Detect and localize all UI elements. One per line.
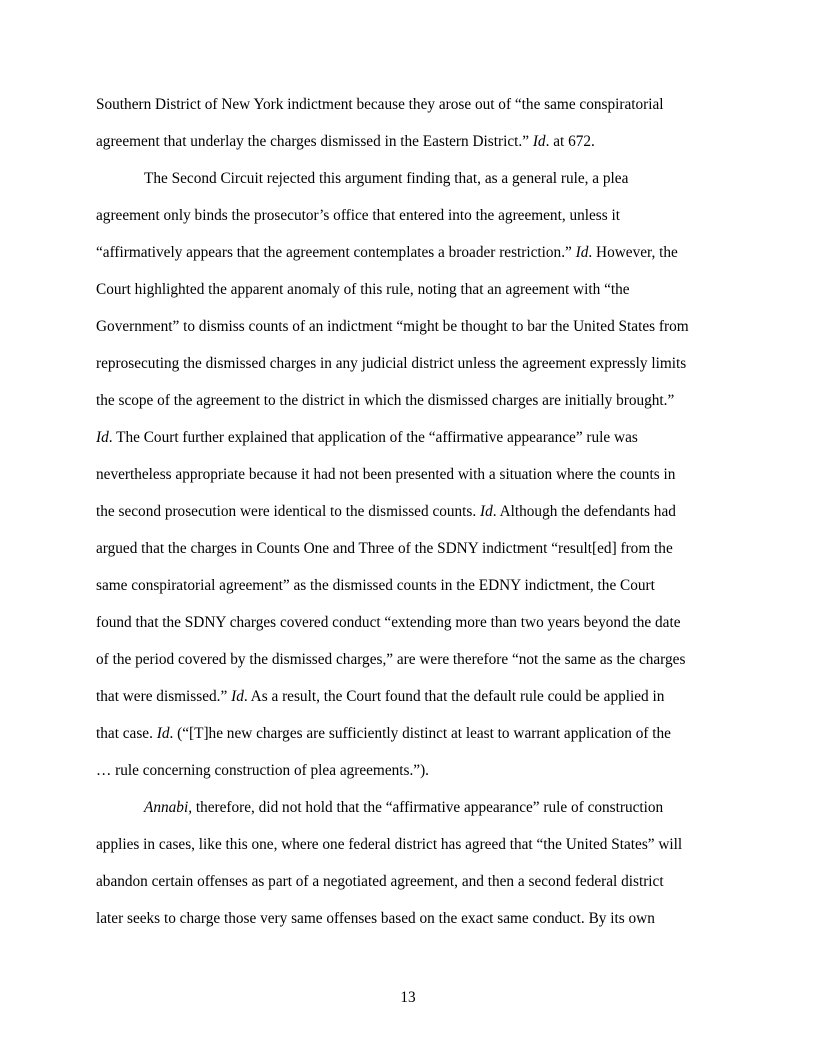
body-line-11: nevertheless appropriate because it had not been presented with a situation where the counts in (96, 466, 676, 483)
body-line-7: Government” to dismiss counts of an indictment “might be thought to bar the United States from (96, 318, 689, 335)
body-line-23: later seeks to charge those very same offenses based on the exact same conduct. By its own (96, 910, 655, 927)
citation-italic: Id (96, 429, 109, 446)
body-line-10: Id. The Court further explained that application of the “affirmative appearance” rule was (96, 429, 638, 446)
body-line-15: found that the SDNY charges covered conduct “extending more than two years beyond the date (96, 614, 681, 631)
body-line-12: the second prosecution were identical to the dismissed counts. Id. Although the defendants had (96, 503, 676, 520)
body-line-20: Annabi, therefore, did not hold that the “affirmative appearance” rule of construction (144, 799, 664, 816)
body-line-6: Court highlighted the apparent anomaly of this rule, noting that an agreement with “the (96, 281, 630, 298)
body-line-4: agreement only binds the prosecutor’s office that entered into the agreement, unless it (96, 207, 621, 224)
citation-italic: Id (156, 725, 170, 742)
body-line-2: agreement that underlay the charges dismissed in the Eastern District.” Id. at 672. (96, 133, 595, 150)
citation-italic: Id (532, 133, 546, 150)
body-line-8: reprosecuting the dismissed charges in any judicial district unless the agreement expressly limits (96, 355, 687, 372)
body-line-16: of the period covered by the dismissed charges,” are were therefore “not the same as the charges (96, 651, 686, 668)
citation-italic: Id (575, 244, 589, 261)
body-line-13: argued that the charges in Counts One and Three of the SDNY indictment “result[ed] from the (96, 540, 673, 557)
body-line-3: The Second Circuit rejected this argument finding that, as a general rule, a plea (144, 170, 629, 187)
citation-italic: Id (231, 688, 244, 705)
body-line-1: Southern District of New York indictment because they arose out of “the same conspiratorial (96, 96, 664, 113)
body-line-19: … rule concerning construction of plea agreements.”). (96, 762, 429, 779)
citation-italic: Annabi, (144, 799, 193, 816)
page-number: 13 (400, 989, 416, 1006)
body-line-22: abandon certain offenses as part of a negotiated agreement, and then a second federal district (96, 873, 664, 890)
body-line-21: applies in cases, like this one, where one federal district has agreed that “the United States” will (96, 836, 683, 853)
citation-italic: Id (480, 503, 493, 520)
body-line-5: “affirmatively appears that the agreement contemplates a broader restriction.” Id. However, the (96, 244, 678, 261)
body-line-17: that were dismissed.” Id. As a result, the Court found that the default rule could be applied in (96, 688, 665, 705)
body-line-18: that case. Id. (“[T]he new charges are sufficiently distinct at least to warrant application of the (96, 725, 671, 742)
body-line-14: same conspiratorial agreement” as the dismissed counts in the EDNY indictment, the Court (96, 577, 655, 594)
body-line-9: the scope of the agreement to the district in which the dismissed charges are initially brought.” (96, 392, 675, 409)
